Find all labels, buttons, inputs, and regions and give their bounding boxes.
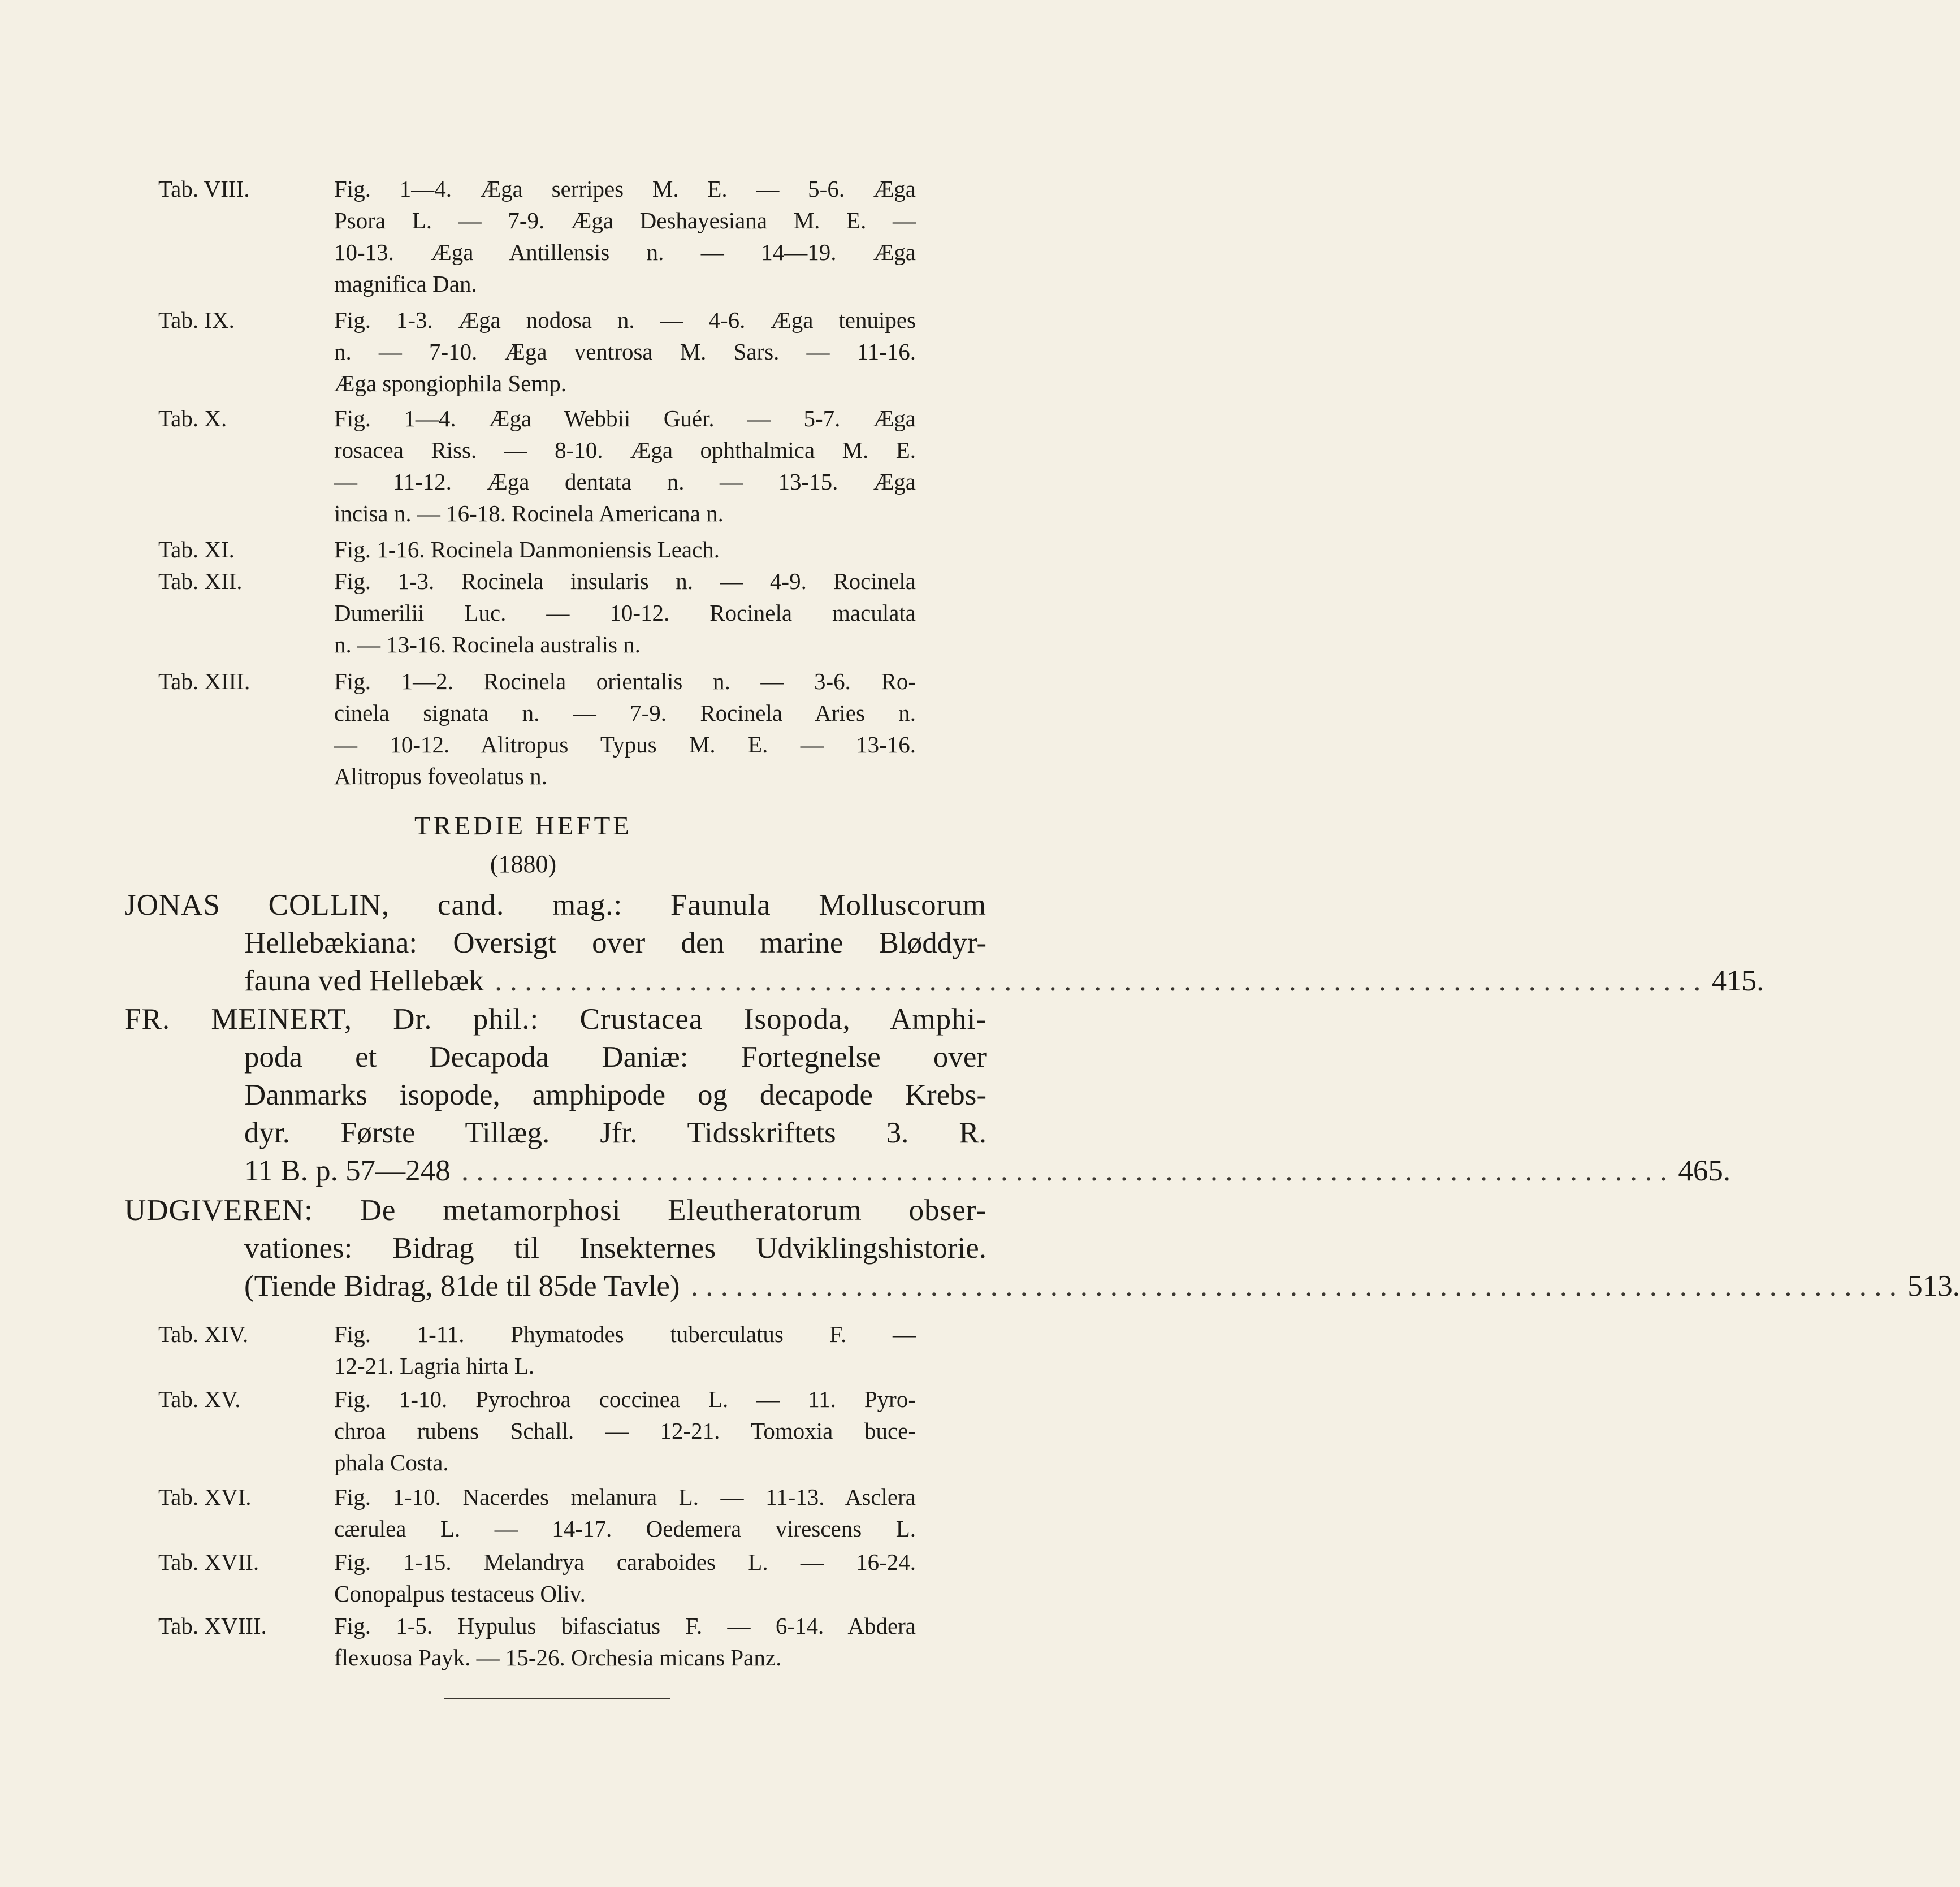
entry-line: dyr. Første Tillæg. Jfr. Tidsskriftets 3. R.: [244, 1116, 987, 1149]
plate-description: [334, 1546, 916, 1609]
plate-description: [334, 1383, 916, 1478]
page-number: 513.: [1907, 1270, 1960, 1302]
plate-line: Fig. 1-10. Nacerdes melanura L. — 11-13. Asclera: [334, 1484, 916, 1510]
entry-line: Hellebækiana: Oversigt over den marine Bløddyr-: [244, 927, 987, 959]
section-year: (1880): [490, 850, 557, 878]
plate-label: Tab. XII.: [158, 568, 243, 594]
plate-line: 12-21. Lagria hirta L.: [334, 1353, 535, 1379]
plate-entry-xi: [158, 534, 916, 565]
plate-line: Psora L. — 7-9. Æga Deshayesiana M. E. —: [334, 207, 916, 233]
plate-entry-xiv: [158, 1318, 916, 1382]
entry-line: fauna ved Hellebæk: [244, 964, 484, 997]
plate-entry-viii: [158, 173, 916, 300]
entry-last-line: [124, 962, 1764, 1000]
leader-dots: . . . . . . . . . . . . . . . . . . . . . . . . . . . . . . . . . . . . . . . . . . . . . . . . . . . . . . . . . . . . . . . . . . . . . . . . . . . . . . . . .: [495, 964, 1701, 997]
plate-line: cinela signata n. — 7-9. Rocinela Aries n.: [334, 700, 916, 726]
plate-line: rosacea Riss. — 8-10. Æga ophthalmica M. E.: [334, 437, 916, 463]
plate-line: Fig. 1-5. Hypulus bifasciatus F. — 6-14. Abdera: [334, 1613, 916, 1639]
plate-line: — 11-12. Æga dentata n. — 13-15. Æga: [334, 469, 916, 495]
plate-line: chroa rubens Schall. — 12-21. Tomoxia buce-: [334, 1418, 916, 1444]
plate-line: Fig. 1-3. Æga nodosa n. — 4-6. Æga tenuipes: [334, 307, 916, 333]
entry-last-line: [124, 1267, 1960, 1305]
plate-line: flexuosa Payk. — 15-26. Orchesia micans Panz.: [334, 1644, 782, 1670]
plate-line: Æga spongiophila Semp.: [334, 370, 567, 396]
plate-entry-xviii: [158, 1610, 916, 1673]
plate-line: n. — 13-16. Rocinela australis n.: [334, 631, 641, 657]
plate-description: [334, 402, 916, 529]
plate-line: Fig. 1—4. Æga serripes M. E. — 5-6. Æga: [334, 176, 916, 202]
plate-description: [334, 1318, 916, 1382]
plate-line: Fig. 1-16. Rocinela Danmoniensis Leach.: [334, 536, 720, 562]
entry-line: UDGIVEREN: De metamorphosi Eleutheratorum obser-: [124, 1194, 987, 1227]
leader-dots: . . . . . . . . . . . . . . . . . . . . . . . . . . . . . . . . . . . . . . . . . . . . . . . . . . . . . . . . . . . . . . . . . . . . . . . . . . . . . . . . .: [690, 1270, 1897, 1302]
plate-line: incisa n. — 16-18. Rocinela Americana n.: [334, 500, 724, 526]
plate-entry-ix: [158, 304, 916, 399]
plate-description: [334, 1610, 916, 1673]
plate-line: Conopalpus testaceus Oliv.: [334, 1581, 586, 1607]
plate-label: Tab. XV.: [158, 1386, 241, 1412]
entry-line: 11 B. p. 57—248: [244, 1154, 451, 1187]
plate-line: — 10-12. Alitropus Typus M. E. — 13-16.: [334, 732, 916, 758]
plate-label: Tab. XI.: [158, 536, 235, 562]
plate-label: Tab. XVI.: [158, 1484, 252, 1510]
plate-label: Tab. X.: [158, 405, 227, 431]
plate-label: Tab. XVIII.: [158, 1613, 267, 1639]
plate-label: Tab. XIII.: [158, 668, 250, 694]
plate-entry-xii: [158, 565, 916, 660]
plate-line: Dumerilii Luc. — 10-12. Rocinela maculata: [334, 600, 916, 626]
plate-description: [334, 665, 916, 792]
plate-label: Tab. IX.: [158, 307, 235, 333]
contents-entry-meinert: [124, 1001, 1731, 1190]
plate-description: [334, 1481, 916, 1544]
page-number: 415.: [1711, 964, 1764, 997]
plate-description: [334, 304, 916, 399]
plate-entry-xvi: [158, 1481, 916, 1544]
plate-entry-xv: [158, 1383, 916, 1478]
plate-entry-x: [158, 402, 916, 529]
plate-line: 10-13. Æga Antillensis n. — 14—19. Æga: [334, 239, 916, 265]
page-number: 465.: [1678, 1154, 1731, 1187]
plate-line: Fig. 1-3. Rocinela insularis n. — 4-9. Rocinela: [334, 568, 916, 594]
plate-line: Fig. 1—2. Rocinela orientalis n. — 3-6. Ro-: [334, 668, 916, 694]
entry-line: Danmarks isopode, amphipode og decapode Krebs-: [244, 1079, 987, 1111]
plate-line: phala Costa.: [334, 1449, 449, 1475]
plate-line: Fig. 1—4. Æga Webbii Guér. — 5-7. Æga: [334, 405, 916, 431]
plate-line: Fig. 1-10. Pyrochroa coccinea L. — 11. Pyro-: [334, 1386, 916, 1412]
plate-line: cærulea L. — 14-17. Oedemera virescens L.: [334, 1516, 916, 1542]
entry-line: vationes: Bidrag til Insekternes Udviklingshistorie.: [244, 1232, 987, 1265]
plate-description: [334, 565, 916, 660]
plate-line: n. — 7-10. Æga ventrosa M. Sars. — 11-16.: [334, 339, 916, 365]
entry-line: FR. MEINERT, Dr. phil.: Crustacea Isopoda, Amphi-: [124, 1003, 987, 1036]
entry-line: (Tiende Bidrag, 81de til 85de Tavle): [244, 1270, 680, 1302]
plate-line: magnifica Dan.: [334, 271, 477, 297]
plate-label: Tab. XVII.: [158, 1549, 259, 1575]
contents-entry-collin: [124, 886, 1764, 1000]
closing-rule: [444, 1698, 670, 1699]
plate-label: Tab. VIII.: [158, 176, 250, 202]
plate-entry-xiii: [158, 665, 916, 792]
contents-entry-udgiveren: [124, 1192, 1960, 1305]
plate-description: [334, 534, 916, 565]
entry-last-line: [124, 1152, 1731, 1190]
plate-entry-xvii: [158, 1546, 916, 1609]
plate-line: Fig. 1-15. Melandrya caraboides L. — 16-24.: [334, 1549, 916, 1575]
plate-line: Fig. 1-11. Phymatodes tuberculatus F. —: [334, 1321, 916, 1347]
plate-description: [334, 173, 916, 300]
leader-dots: . . . . . . . . . . . . . . . . . . . . . . . . . . . . . . . . . . . . . . . . . . . . . . . . . . . . . . . . . . . . . . . . . . . . . . . . . . . . . . . . .: [461, 1154, 1668, 1187]
plate-line: Alitropus foveolatus n.: [334, 763, 547, 789]
plate-label: Tab. XIV.: [158, 1321, 249, 1347]
section-heading: TREDIE HEFTE: [414, 811, 633, 841]
entry-line: JONAS COLLIN, cand. mag.: Faunula Molluscorum: [124, 889, 987, 921]
entry-line: poda et Decapoda Daniæ: Fortegnelse over: [244, 1041, 987, 1074]
